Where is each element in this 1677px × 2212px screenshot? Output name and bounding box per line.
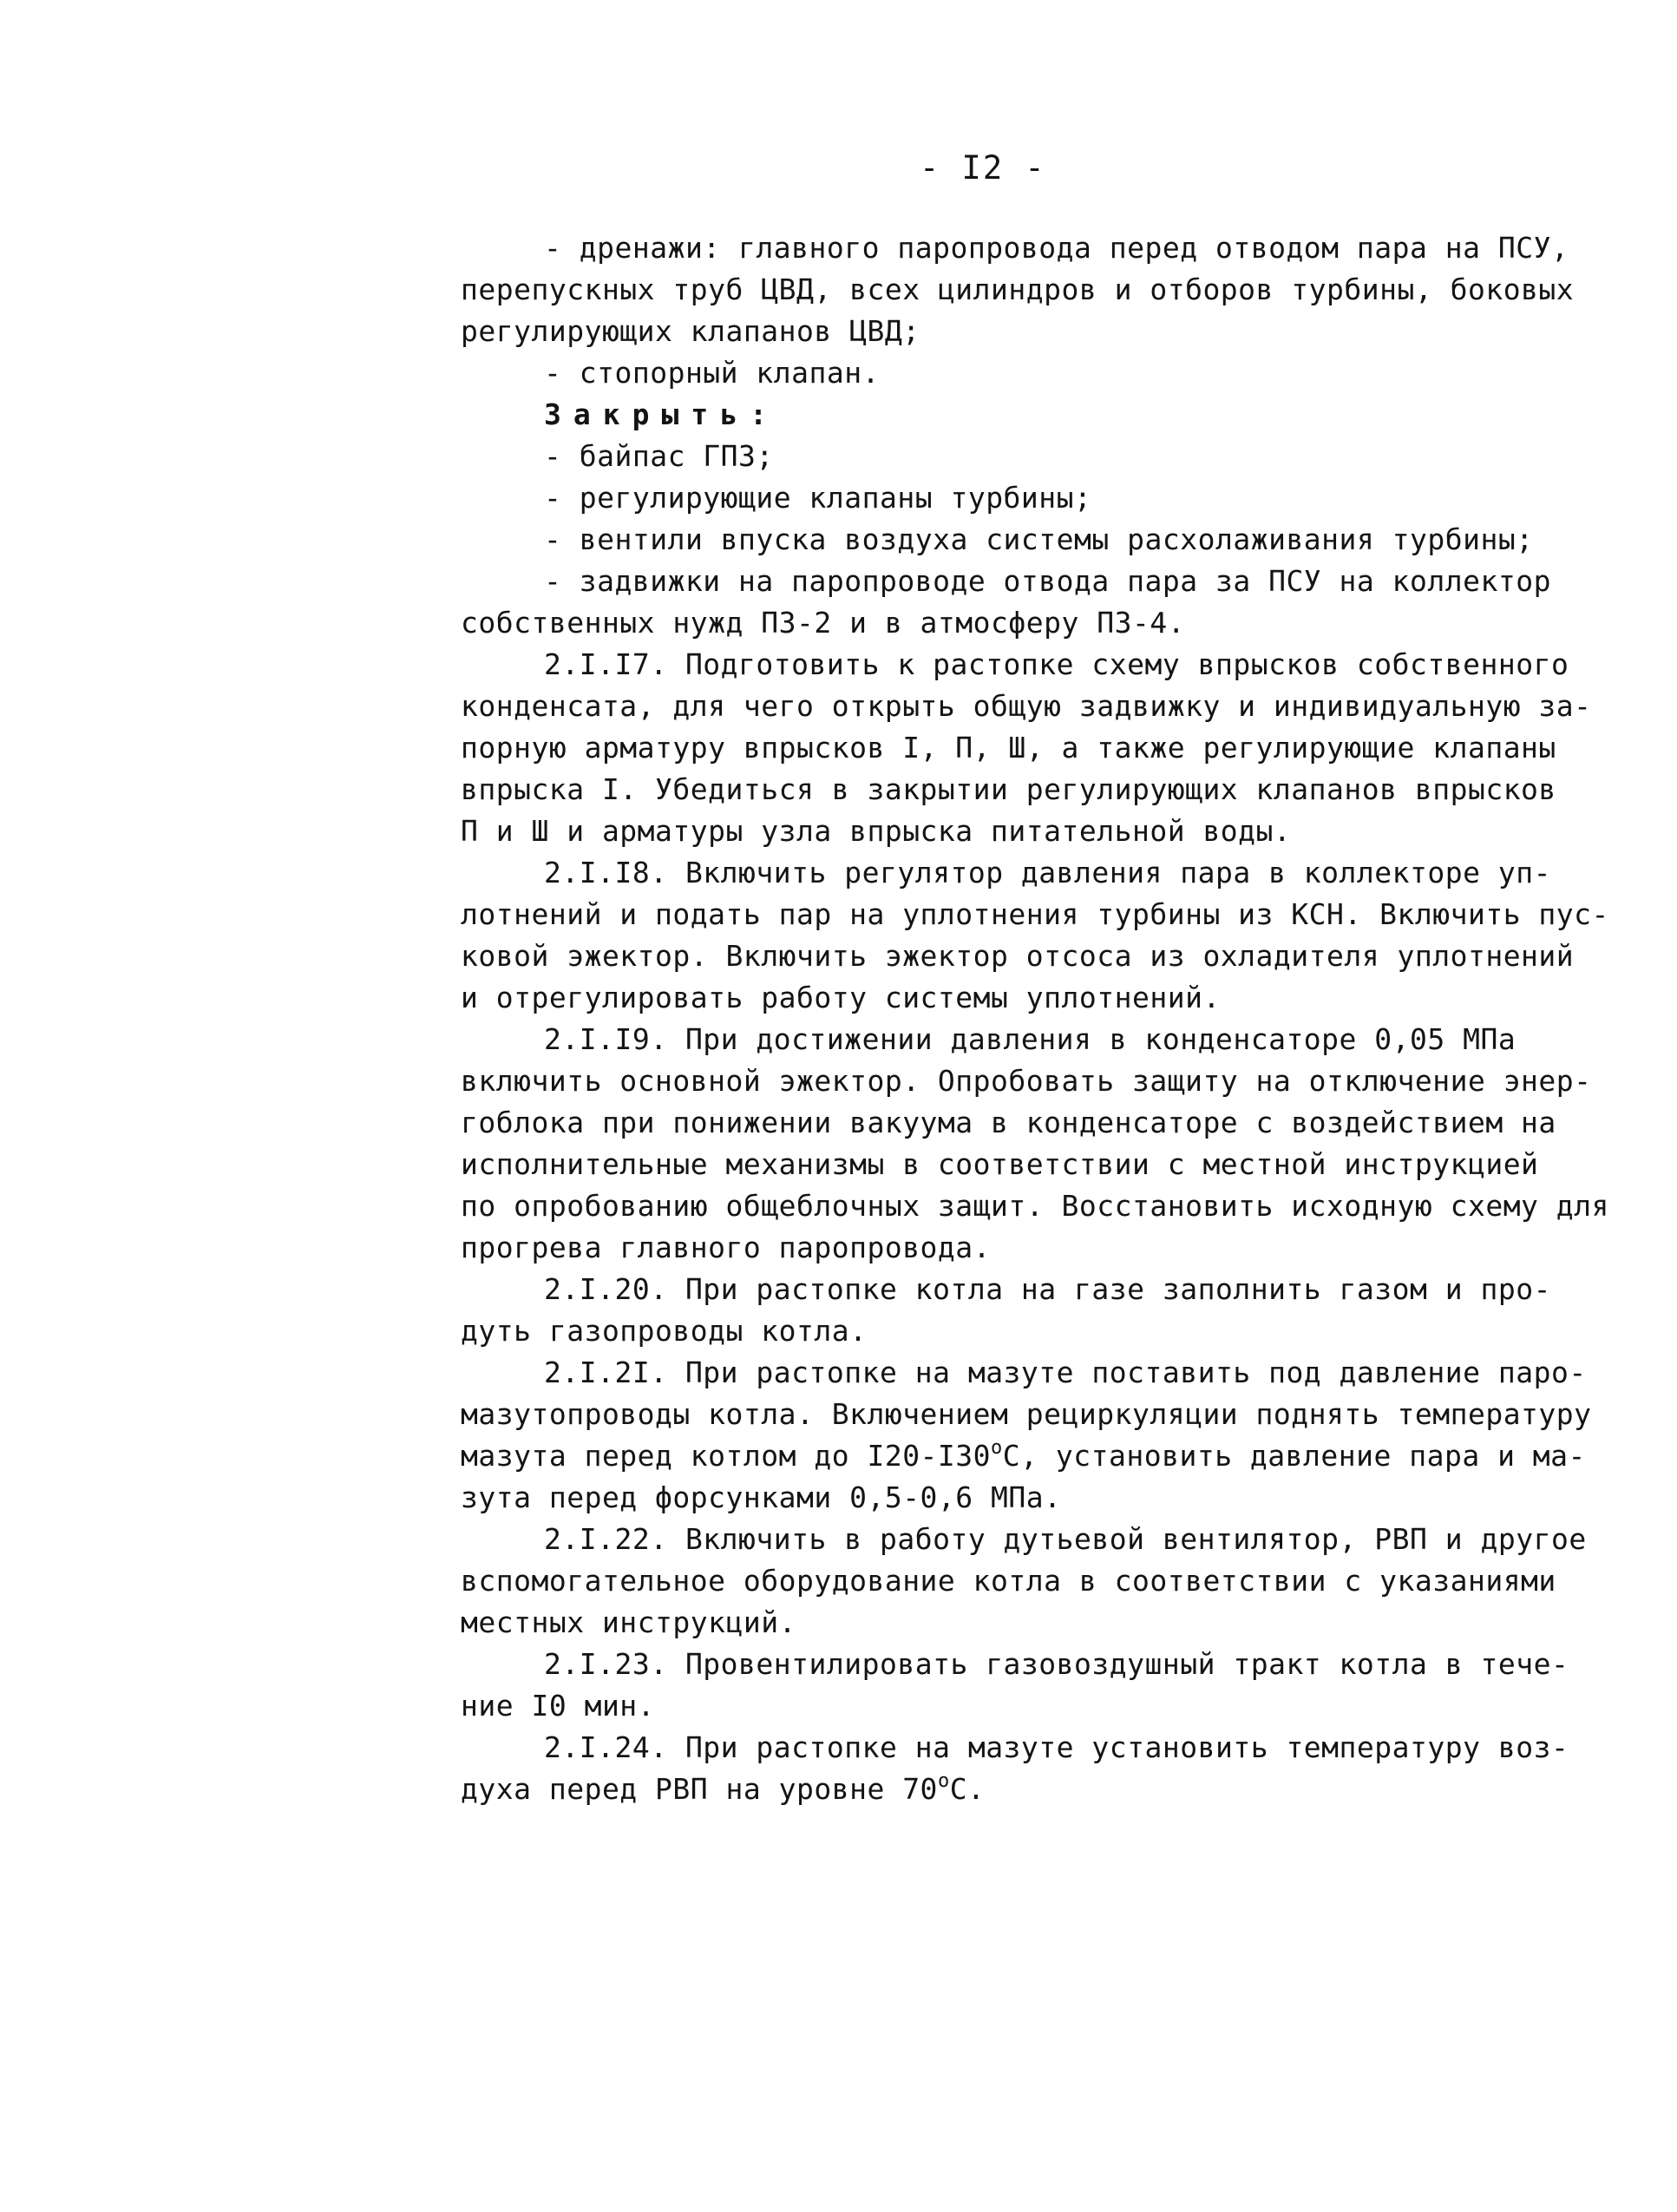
text-line xyxy=(461,1685,1580,1727)
text-line xyxy=(461,1602,1580,1644)
text-line xyxy=(461,311,1580,352)
line-text: 2.I.24. При растопке на мазуте установить температуру воз- xyxy=(544,1730,1569,1764)
text-line xyxy=(461,1769,1580,1810)
text-line xyxy=(461,1185,1609,1227)
line-text: - стопорный клапан. xyxy=(544,356,880,390)
line-text: 2.I.22. Включить в работу дутьевой вентилятор, РВП и другое xyxy=(544,1522,1587,1556)
degree-superscript: о xyxy=(991,1437,1003,1459)
text-line xyxy=(461,227,1580,269)
text-line xyxy=(461,1644,1580,1685)
line-text: 2.I.I7. Подготовить к растопке схему впрысков собственного xyxy=(544,647,1569,681)
line-text: духа перед РВП на уровне 70 xyxy=(461,1772,938,1806)
line-text: впрыска I. Убедиться в закрытии регулирующих клапанов впрысков xyxy=(461,772,1556,806)
text-line xyxy=(461,1102,1580,1144)
line-text: 2.I.I9. При достижении давления в конденсаторе 0,05 МПа xyxy=(544,1022,1517,1056)
text-line xyxy=(461,1352,1587,1394)
text-line xyxy=(461,477,1580,519)
text-line xyxy=(461,644,1580,686)
line-text: 2.I.2I. При растопке на мазуте поставить под давление паро- xyxy=(544,1355,1587,1389)
line-text: перепускных труб ЦВД, всех цилиндров и отборов турбины, боковых xyxy=(461,272,1575,306)
line-text-tail: С, установить давление пара и ма- xyxy=(1002,1439,1586,1473)
text-line xyxy=(461,1477,1580,1519)
line-text: - дренажи: главного паропровода перед отводом пара на ПСУ, xyxy=(544,231,1569,265)
line-text: лотнений и подать пар на уплотнения турбины из КСН. Включить пус- xyxy=(461,897,1609,931)
line-text: местных инструкций. xyxy=(461,1605,796,1639)
text-line xyxy=(461,1019,1580,1060)
line-text-tail: С. xyxy=(949,1772,986,1806)
line-text: мазута перед котлом до I20-I30 xyxy=(461,1439,992,1473)
line-text: гоблока при понижении вакуума в конденсаторе с воздействием на xyxy=(461,1106,1556,1139)
line-text: ние I0 мин. xyxy=(461,1689,656,1723)
line-text: регулирующих клапанов ЦВД; xyxy=(461,314,920,348)
line-text: собственных нужд ПЗ-2 и в атмосферу ПЗ-4. xyxy=(461,606,1186,640)
line-text: - регулирующие клапаны турбины; xyxy=(544,481,1092,515)
line-text: зута перед форсунками 0,5-0,6 МПа. xyxy=(461,1480,1062,1514)
text-line xyxy=(461,977,1580,1019)
text-line xyxy=(461,852,1580,894)
text-line xyxy=(461,686,1592,727)
line-text: конденсата, для чего открыть общую задвижку и индивидуальную за- xyxy=(461,689,1592,723)
line-text: 2.I.23. Провентилировать газовоздушный тракт котла в тече- xyxy=(544,1647,1569,1681)
line-text: 2.I.I8. Включить регулятор давления пара в коллекторе уп- xyxy=(544,856,1551,889)
text-line xyxy=(461,1310,1580,1352)
text-line xyxy=(461,1519,1587,1560)
page-number: - I2 - xyxy=(920,149,1046,187)
line-text: П и Ш и арматуры узла впрыска питательной воды. xyxy=(461,814,1292,848)
text-line xyxy=(461,1060,1592,1102)
text-line xyxy=(461,269,1580,311)
line-text: по опробованию общеблочных защит. Восстановить исходную схему для xyxy=(461,1189,1609,1223)
text-line xyxy=(461,1144,1580,1185)
line-text: Закрыть: xyxy=(544,397,779,431)
line-text: дуть газопроводы котла. xyxy=(461,1314,868,1348)
text-line xyxy=(461,1727,1580,1769)
line-text: - байпас ГПЗ; xyxy=(544,439,774,473)
line-text: - задвижки на паропроводе отвода пара за ПСУ на коллектор xyxy=(544,564,1551,598)
line-text: 2.I.20. При растопке котла на газе заполнить газом и про- xyxy=(544,1272,1551,1306)
line-text: прогрева главного паропровода. xyxy=(461,1231,992,1264)
text-line xyxy=(461,602,1580,644)
text-line xyxy=(461,811,1580,852)
line-text: и отрегулировать работу системы уплотнений. xyxy=(461,981,1221,1014)
text-line xyxy=(461,561,1580,602)
text-line xyxy=(461,769,1580,811)
text-line xyxy=(461,394,1580,436)
text-line xyxy=(461,1394,1592,1435)
line-text: порную арматуру впрысков I, П, Ш, а также регулирующие клапаны xyxy=(461,731,1556,765)
line-text: - вентили впуска воздуха системы расхолаживания турбины; xyxy=(544,522,1534,556)
text-line xyxy=(461,436,1580,477)
line-text: ковой эжектор. Включить эжектор отсоса из охладителя уплотнений xyxy=(461,939,1575,973)
line-text: включить основной эжектор. Опробовать защиту на отключение энер- xyxy=(461,1064,1592,1098)
text-line xyxy=(461,1560,1580,1602)
text-line xyxy=(461,1227,1580,1269)
text-line xyxy=(461,352,1580,394)
line-text: вспомогательное оборудование котла в соответствии с указаниями xyxy=(461,1564,1556,1598)
text-line xyxy=(461,894,1609,935)
text-line xyxy=(461,1269,1580,1310)
text-line xyxy=(461,727,1580,769)
text-line xyxy=(461,1435,1586,1477)
line-text: исполнительные механизмы в соответствии с местной инструкцией xyxy=(461,1147,1539,1181)
degree-superscript: о xyxy=(937,1770,950,1792)
line-text: мазутопроводы котла. Включением рециркуляции поднять температуру xyxy=(461,1397,1592,1431)
text-line xyxy=(461,935,1580,977)
text-line xyxy=(461,519,1580,561)
document-body xyxy=(461,227,1609,1810)
